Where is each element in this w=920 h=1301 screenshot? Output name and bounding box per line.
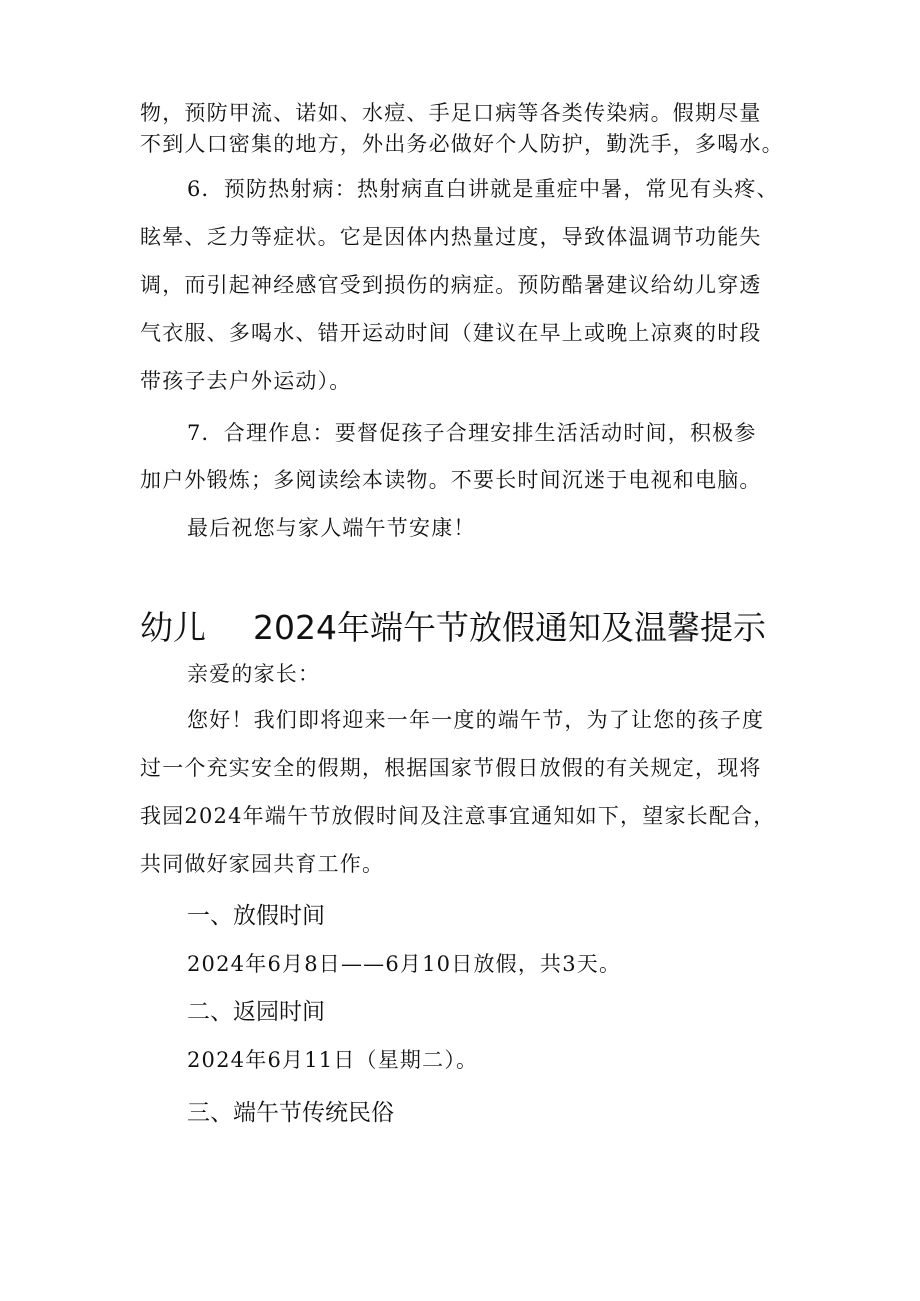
tip-6-line-1: 6．预防热射病：热射病直白讲就是重症中暑，常见有头疼、: [187, 177, 779, 201]
tip-6-line-3: 调，而引起神经感官受到损伤的病症。预防酷暑建议给幼儿穿透: [140, 273, 762, 297]
section-heading-return-time: 二、返园时间: [187, 999, 325, 1025]
holiday-time-text: 2024年6月8日——6月10日放假，共3天。: [187, 952, 622, 976]
tip-7-line-1: 7．合理作息：要督促孩子合理安排生活活动时间，积极参: [187, 421, 757, 445]
continued-paragraph-line-2: 不到人口密集的地方，外出务必做好个人防护，勤洗手，多喝水。: [140, 132, 784, 156]
notice-title: 2024年端午节放假通知及温馨提示: [253, 608, 766, 647]
tip-6-line-5: 带孩子去户外运动）。: [140, 369, 352, 393]
continued-paragraph-line-1: 物，预防甲流、诺如、水痘、手足口病等各类传染病。假期尽量: [140, 101, 762, 125]
return-time-text: 2024年6月11日（星期二）。: [187, 1048, 479, 1072]
intro-line-4: 共同做好家园共育工作。: [140, 852, 385, 876]
intro-line-1: 您好！我们即将迎来一年一度的端午节，为了让您的孩子度: [187, 708, 765, 732]
closing-wish: 最后祝您与家人端午节安康！: [187, 516, 476, 540]
section-heading-holiday-time: 一、放假时间: [187, 903, 325, 929]
section-heading-traditions: 三、端午节传统民俗: [187, 1100, 394, 1126]
tip-6-line-4: 气衣服、多喝水、错开运动时间（建议在早上或晚上凉爽的时段: [140, 321, 762, 345]
tip-6-line-2: 眩晕、乏力等症状。它是因体内热量过度，导致体温调节功能失: [140, 225, 762, 249]
intro-line-3: 我园2024年端午节放假时间及注意事宜通知如下，望家长配合，: [140, 804, 776, 828]
tip-7-line-2: 加户外锻炼；多阅读绘本读物。不要长时间沉迷于电视和电脑。: [140, 468, 762, 492]
greeting: 亲爱的家长：: [187, 662, 321, 686]
intro-line-2: 过一个充实安全的假期，根据国家节假日放假的有关规定，现将: [140, 756, 762, 780]
notice-title-prefix: 幼儿: [140, 608, 206, 647]
